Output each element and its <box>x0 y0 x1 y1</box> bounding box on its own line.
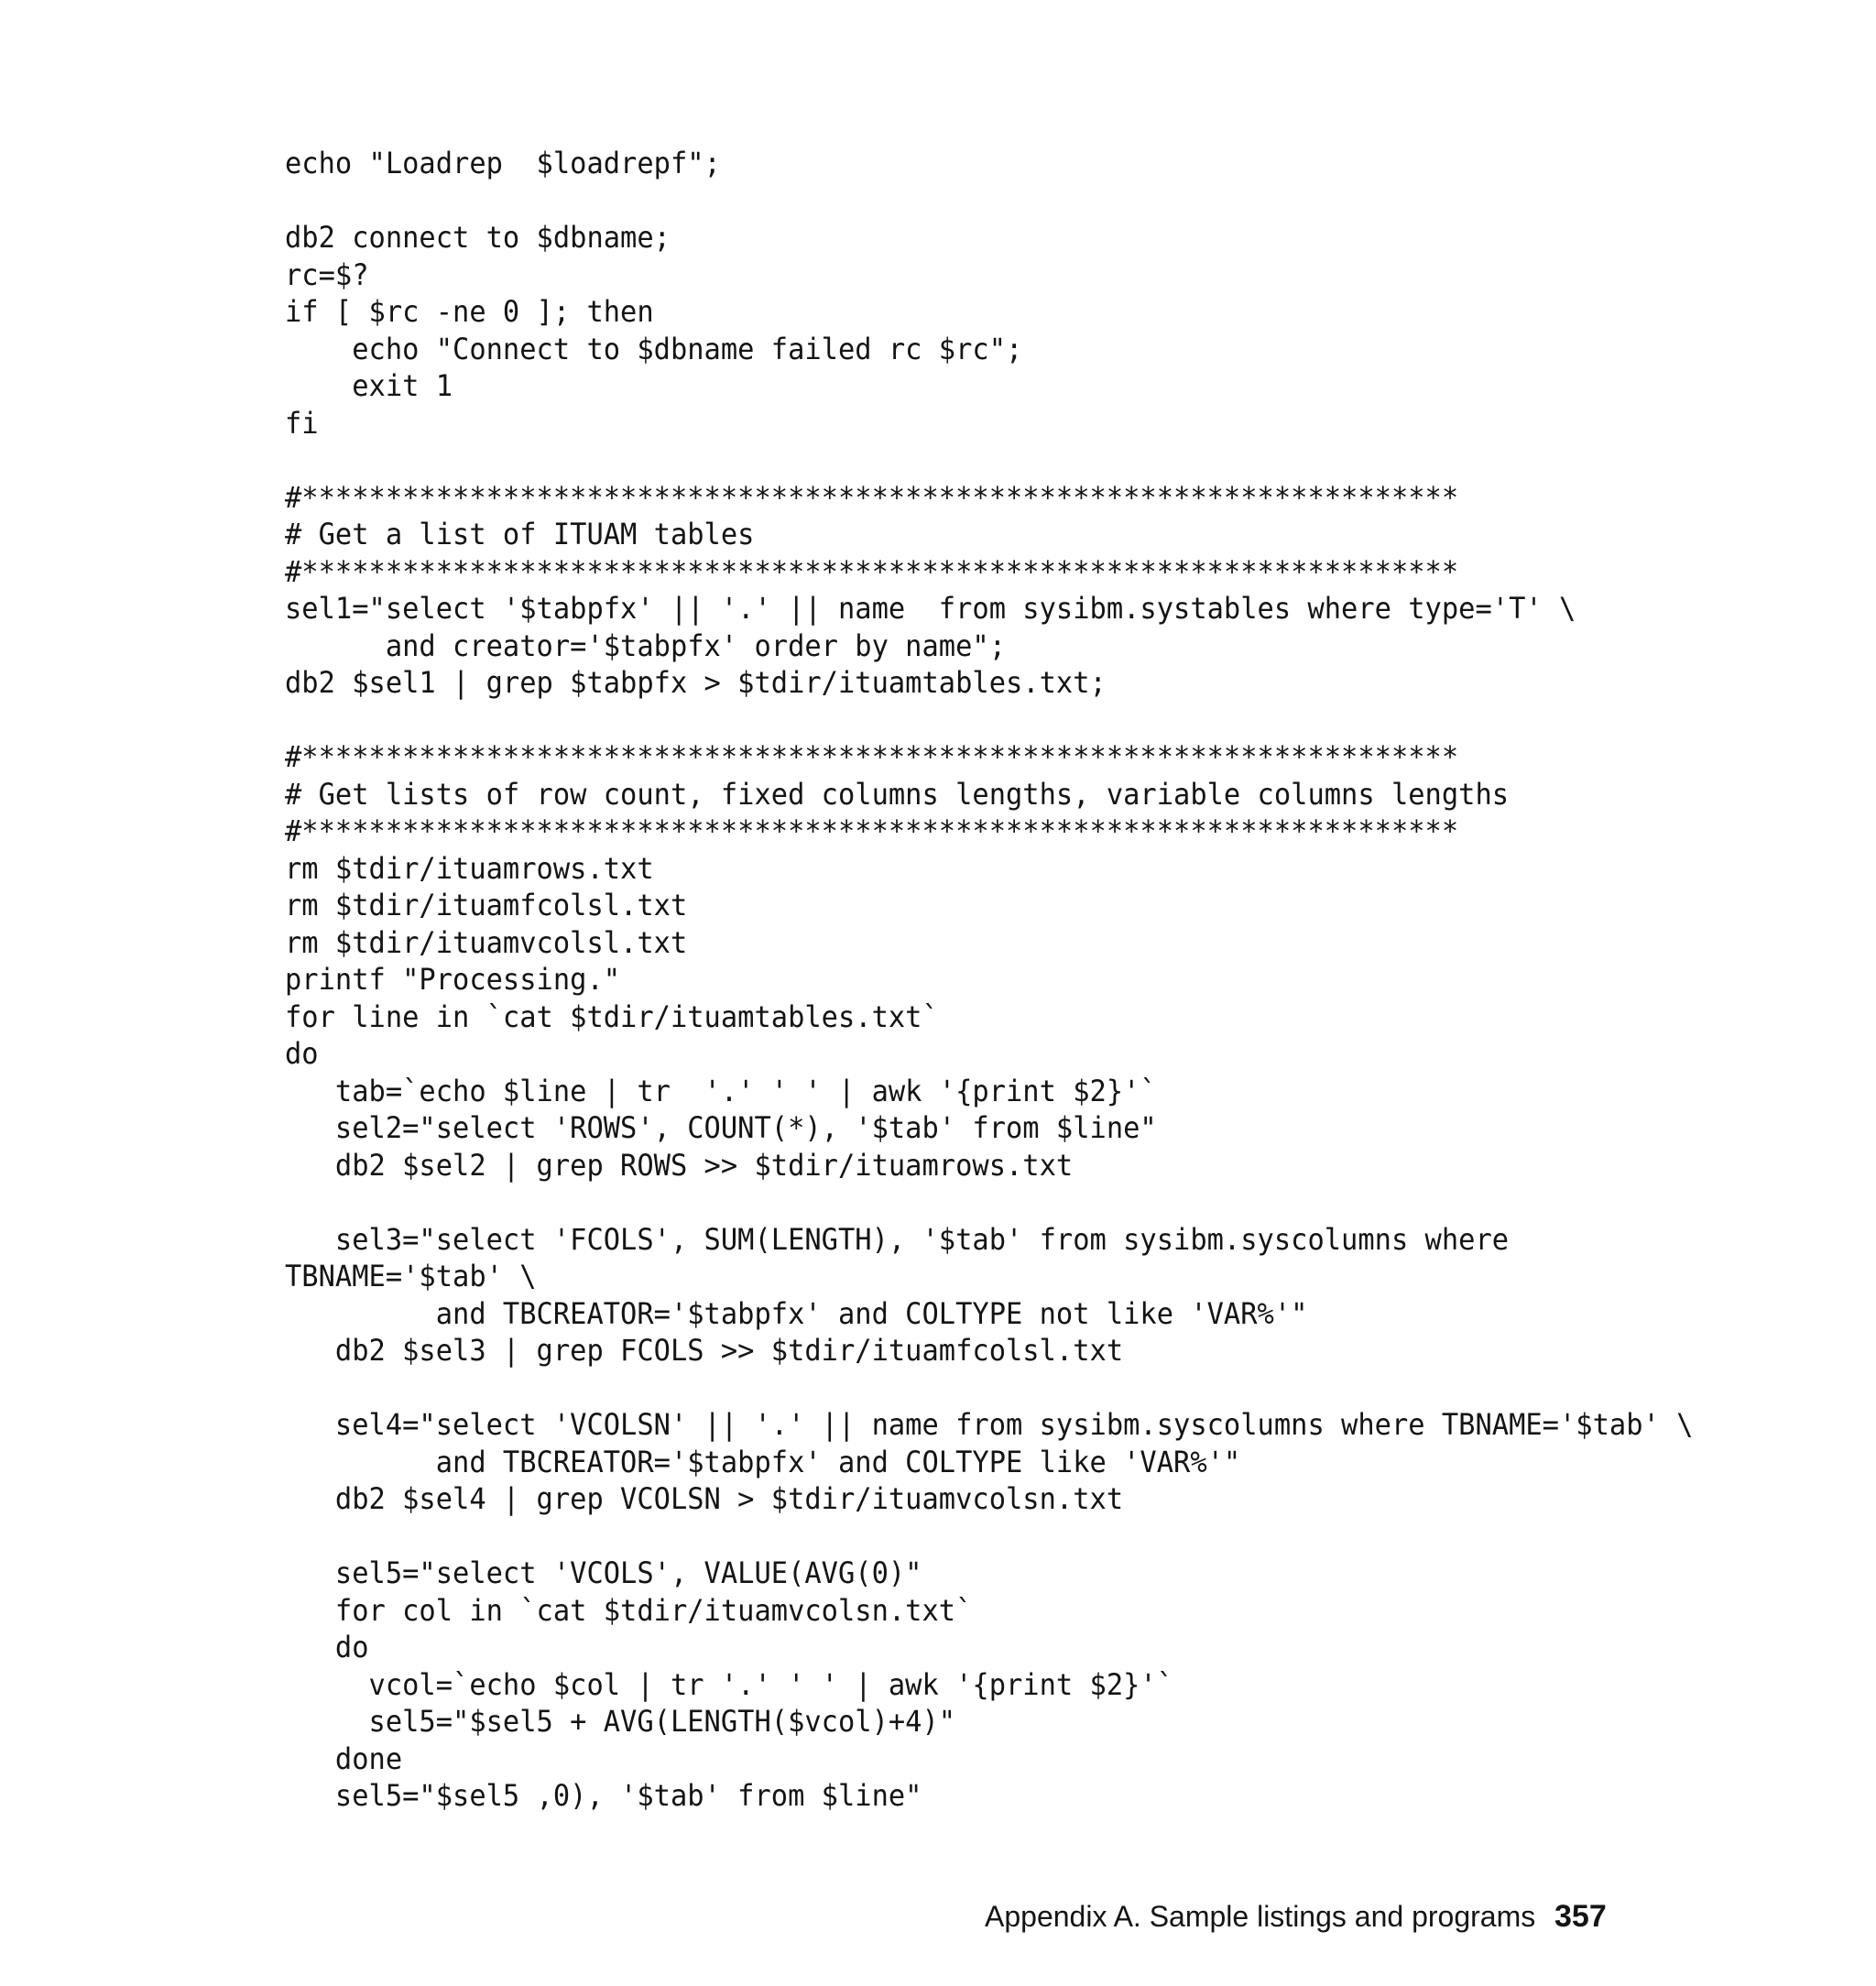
code-comment-separator: #********************************************************************* <box>285 479 1459 515</box>
code-line <box>285 1184 1764 1221</box>
footer-title: Appendix A. Sample listings and programs <box>985 1900 1536 1933</box>
code-line: sel3="select 'FCOLS', SUM(LENGTH), '$tab' from sysibm.syscolumns where <box>285 1221 1510 1257</box>
code-line <box>285 182 1764 220</box>
code-line: sel2="select 'ROWS', COUNT(*), '$tab' from $line" <box>285 1110 1157 1145</box>
code-line: for col in `cat $tdir/ituamvcolsn.txt` <box>285 1592 973 1628</box>
page-footer <box>985 1896 1626 1937</box>
code-line: sel5="$sel5 + AVG(LENGTH($vcol)+4)" <box>285 1704 956 1739</box>
code-line: echo "Loadrep $loadrepf"; <box>285 146 721 180</box>
code-line: if [ $rc -ne 0 ]; then <box>285 294 654 329</box>
code-line: sel5="select 'VCOLS', VALUE(AVG(0)" <box>285 1555 922 1590</box>
code-line: rm $tdir/ituamfcolsl.txt <box>285 888 688 922</box>
code-line: rm $tdir/ituamvcolsl.txt <box>285 924 688 960</box>
code-line: db2 $sel3 | grep FCOLS >> $tdir/ituamfcolsl.txt <box>285 1333 1124 1368</box>
code-line <box>285 1369 1764 1407</box>
code-comment: # Get a list of ITUAM tables <box>285 517 755 551</box>
code-comment-separator: #********************************************************************* <box>285 553 1459 589</box>
code-line: and TBCREATOR='$tabpfx' and COLTYPE not like 'VAR%'" <box>285 1295 1308 1331</box>
code-comment-separator: #********************************************************************* <box>285 739 1459 774</box>
code-line: rc=$? <box>285 256 369 292</box>
code-line: exit 1 <box>285 368 453 403</box>
code-line: sel1="select '$tabpfx' || '.' || name from sysibm.systables where type='T' \ <box>285 591 1576 626</box>
code-line: tab=`echo $line | tr '.' ' ' | awk '{print $2}'` <box>285 1073 1157 1108</box>
code-line: rm $tdir/ituamrows.txt <box>285 850 654 886</box>
code-line <box>285 1518 1764 1555</box>
code-line: do <box>285 1036 319 1071</box>
code-line: for line in `cat $tdir/ituamtables.txt` <box>285 998 939 1034</box>
code-line: fi <box>285 405 319 441</box>
code-line: sel4="select 'VCOLSN' || '.' || name from sysibm.syscolumns where TBNAME='$tab' \ <box>285 1407 1694 1442</box>
code-line: TBNAME='$tab' \ <box>285 1259 537 1293</box>
code-line: db2 $sel4 | grep VCOLSN > $tdir/ituamvcolsn.txt <box>285 1481 1124 1516</box>
code-line: echo "Connect to $dbname failed rc $rc"; <box>285 331 1023 366</box>
code-line <box>285 442 1764 479</box>
code-line: vcol=`echo $col | tr '.' ' ' | awk '{print $2}'` <box>285 1666 1174 1702</box>
code-line <box>285 702 1764 739</box>
code-line: printf "Processing." <box>285 962 621 997</box>
code-line: and creator='$tabpfx' order by name"; <box>285 627 1007 663</box>
code-line: db2 $sel1 | grep $tabpfx > $tdir/ituamtables.txt; <box>285 665 1107 700</box>
code-listing <box>285 145 1842 1815</box>
code-line: sel5="$sel5 ,0), '$tab' from $line" <box>285 1778 922 1813</box>
code-line: do <box>285 1630 369 1664</box>
code-comment-separator: #********************************************************************* <box>285 813 1459 848</box>
code-line: db2 connect to $dbname; <box>285 220 671 255</box>
code-line: and TBCREATOR='$tabpfx' and COLTYPE like 'VAR%'" <box>285 1444 1241 1479</box>
code-line: done <box>285 1740 403 1776</box>
code-line: db2 $sel2 | grep ROWS >> $tdir/ituamrows.txt <box>285 1147 1074 1183</box>
page-number: 357 <box>1554 1899 1607 1934</box>
code-comment: # Get lists of row count, fixed columns lengths, variable columns lengths <box>285 776 1510 812</box>
